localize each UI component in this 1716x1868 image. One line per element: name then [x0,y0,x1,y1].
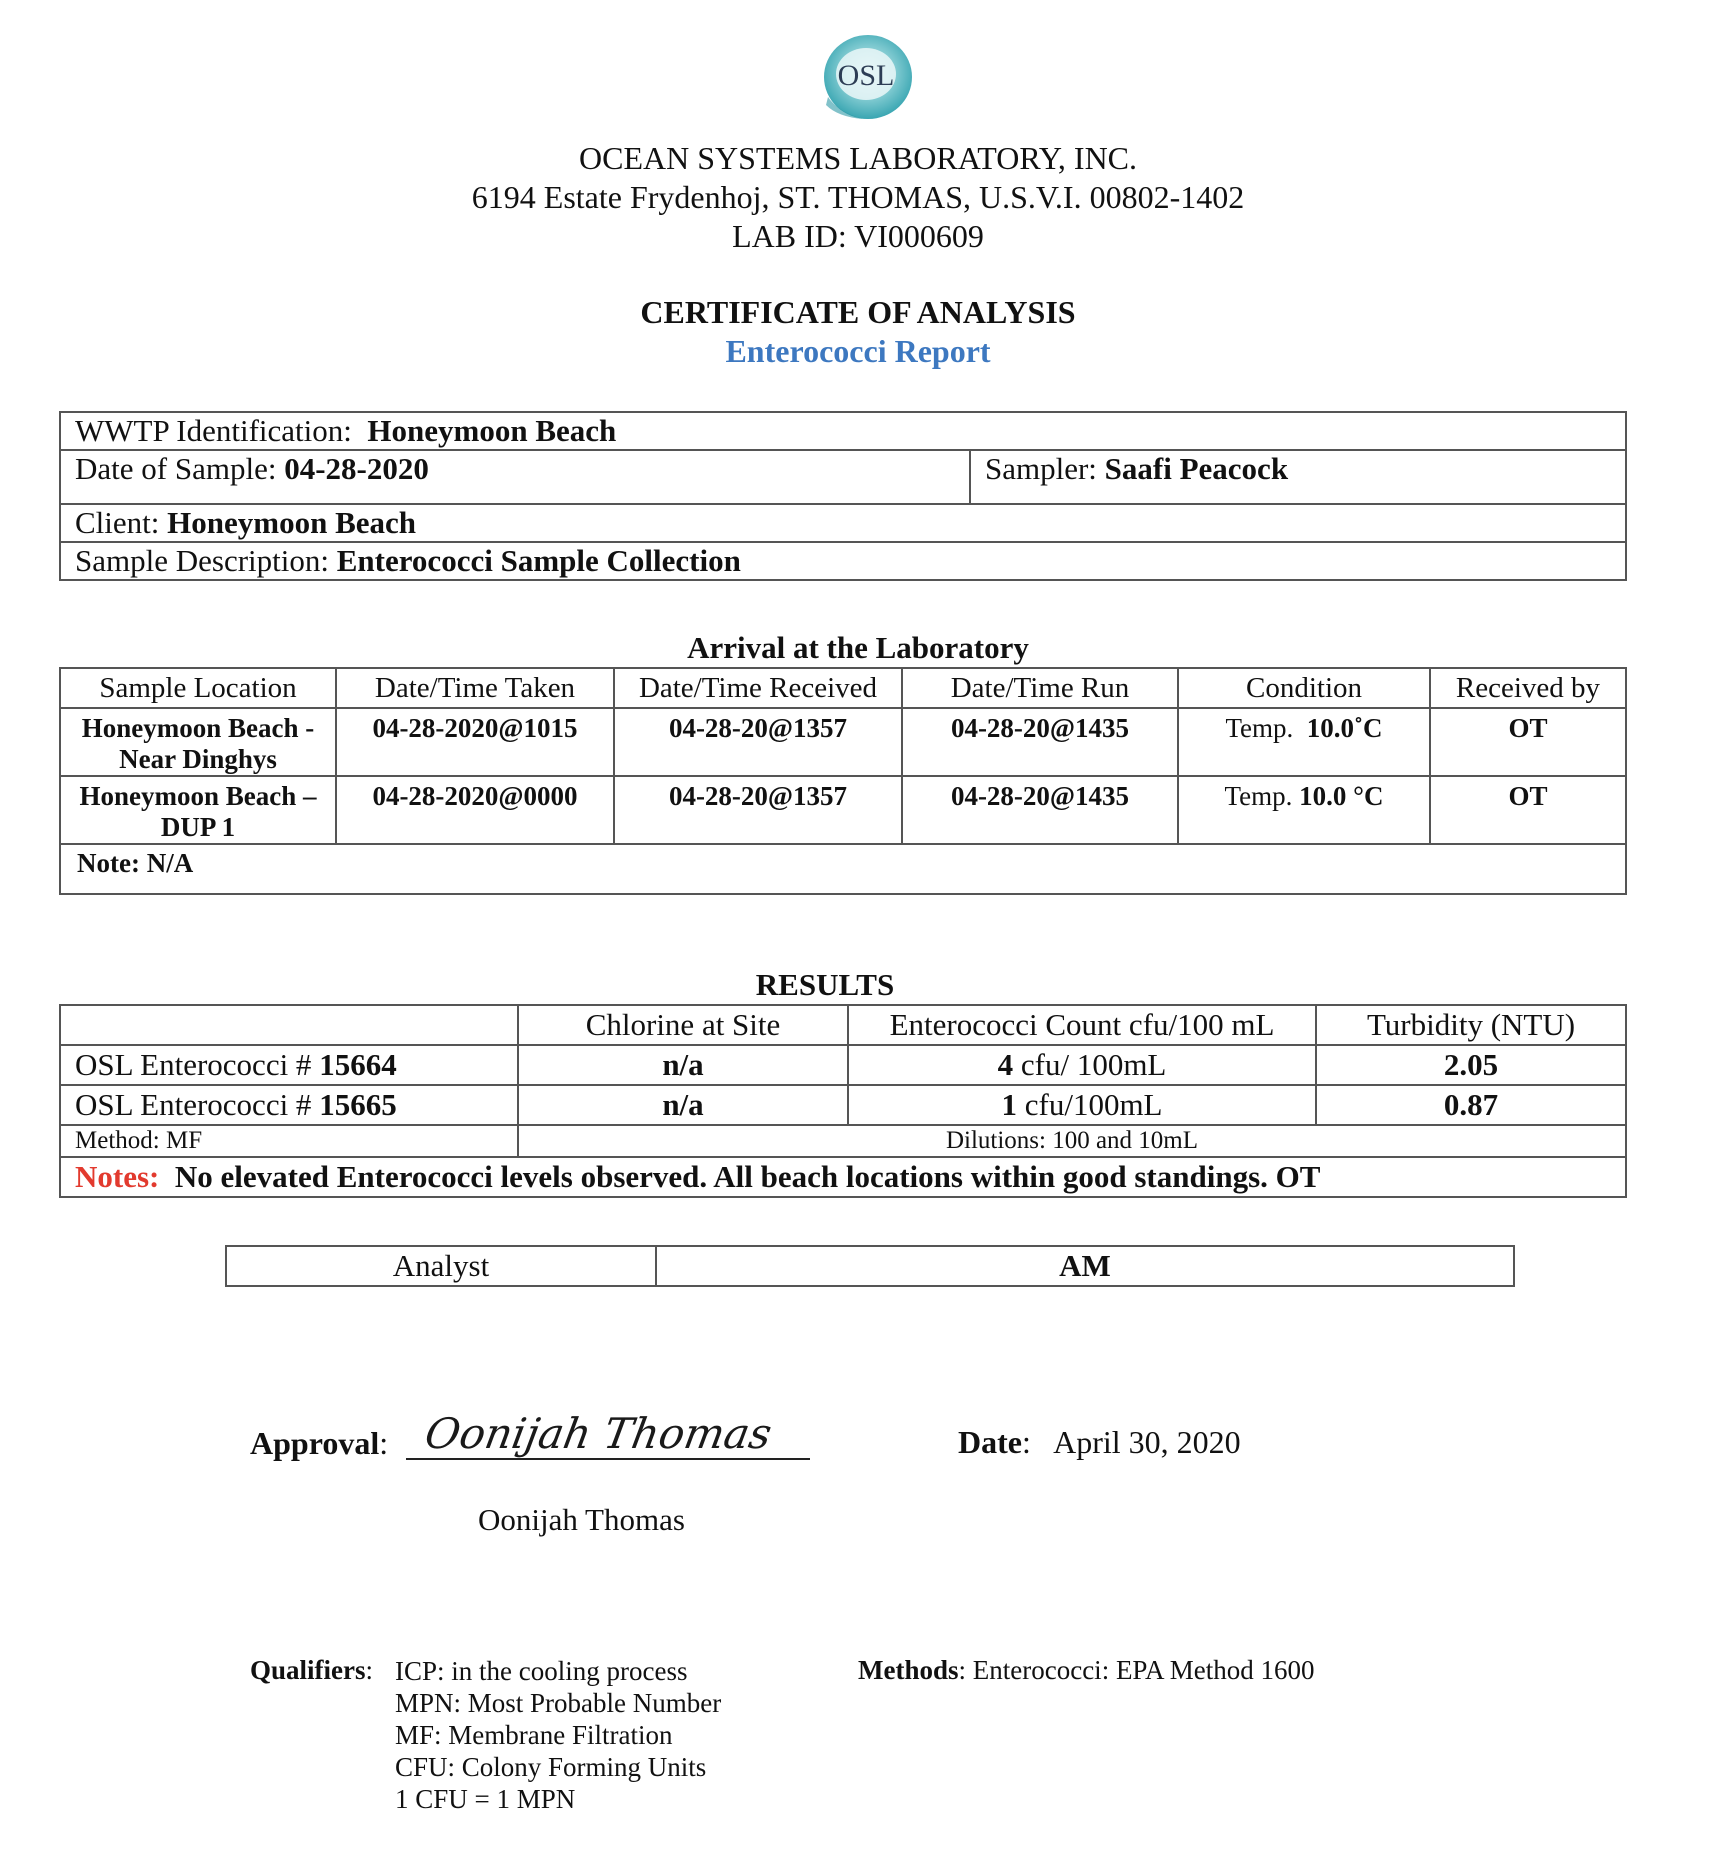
sample-id-cell: OSL Enterococci # 15664 [60,1045,518,1085]
qualifiers-list [395,1655,721,1815]
count-value: 4 cfu/ 100mL [848,1045,1316,1085]
arrival-title: Arrival at the Laboratory [687,630,1029,665]
document-subtitle: Enterococci Report [725,333,991,369]
results-notes: Notes: No elevated Enterococci levels observed. All beach locations within good standings. OT [60,1157,1626,1197]
turbidity-value: 0.87 [1316,1085,1626,1125]
approval-label: Approval: [250,1425,389,1461]
condition: Temp. 10.0 °C [1178,776,1430,844]
approval-date: Date: April 30, 2020 [958,1424,1241,1460]
header-chlorine: Chlorine at Site [518,1005,848,1045]
handwritten-signature [420,1398,810,1470]
document-title: CERTIFICATE OF ANALYSIS [640,294,1076,330]
header-enterococci-count: Enterococci Count cfu/100 mL [848,1005,1316,1045]
date-time-taken: 04-28-2020@1015 [336,708,614,776]
chlorine-value: n/a [518,1085,848,1125]
lab-id: LAB ID: VI000609 [732,218,984,254]
sample-id-cell: OSL Enterococci # 15665 [60,1085,518,1125]
sample-location: Honeymoon Beach – DUP 1 [60,776,336,844]
table-row [60,1045,1626,1085]
analyst-label: Analyst [226,1246,656,1286]
list-item: 1 CFU = 1 MPN [395,1784,576,1814]
list-item: MPN: Most Probable Number [395,1688,722,1718]
date-time-received: 04-28-20@1357 [614,776,902,844]
results-title: RESULTS [755,967,895,1002]
list-item: CFU: Colony Forming Units [395,1752,707,1782]
count-value: 1 cfu/100mL [848,1085,1316,1125]
client-value: Honeymoon Beach [167,505,417,540]
wwtp-value: Honeymoon Beach [367,413,617,448]
company-name: OCEAN SYSTEMS LABORATORY, INC. [578,140,1138,176]
sample-description-cell: Sample Description: Enterococci Sample Collection [60,542,1626,580]
company-address: 6194 Estate Frydenhoj, ST. THOMAS, U.S.V.I. 00802-1402 [471,179,1245,215]
sampler-cell: Sampler: Saafi Peacock [970,450,1626,504]
svg-text:Oonijah Thomas: Oonijah Thomas [421,1409,776,1458]
date-time-run: 04-28-20@1435 [902,708,1178,776]
chlorine-value: n/a [518,1045,848,1085]
date-time-run: 04-28-20@1435 [902,776,1178,844]
turbidity-value: 2.05 [1316,1045,1626,1085]
header-date-time-received: Date/Time Received [614,668,902,708]
header-turbidity: Turbidity (NTU) [1316,1005,1626,1045]
condition: Temp. 10.0˚C [1178,708,1430,776]
sampler-value: Saafi Peacock [1104,451,1289,486]
sample-info-table [59,411,1627,581]
osl-logo [808,27,922,127]
table-row [60,776,1626,844]
analyst-value: AM [656,1246,1514,1286]
approver-name: Oonijah Thomas [478,1502,685,1537]
received-by: OT [1430,708,1626,776]
client-cell: Client: Honeymoon Beach [60,504,1626,542]
received-by: OT [1430,776,1626,844]
arrival-note: Note: N/A [60,844,1626,894]
date-of-sample-value: 04-28-2020 [284,451,429,486]
header-date-time-taken: Date/Time Taken [336,668,614,708]
analyst-table [225,1245,1515,1287]
header-date-time-run: Date/Time Run [902,668,1178,708]
header-received-by: Received by [1430,668,1626,708]
results-table [59,1004,1627,1198]
header-condition: Condition [1178,668,1430,708]
svg-text:OSL: OSL [837,59,895,92]
header-blank [60,1005,518,1045]
table-row [60,708,1626,776]
list-item: MF: Membrane Filtration [395,1720,673,1750]
list-item: ICP: in the cooling process [395,1656,688,1686]
sample-description-value: Enterococci Sample Collection [336,543,741,578]
date-of-sample-cell: Date of Sample: 04-28-2020 [60,450,970,504]
sample-location: Honeymoon Beach - Near Dinghys [60,708,336,776]
methods: Methods: Enterococci: EPA Method 1600 [858,1655,1315,1685]
dilutions: Dilutions: 100 and 10mL [518,1125,1626,1157]
table-row [60,1085,1626,1125]
qualifiers-label: Qualifiers: [250,1655,374,1685]
date-time-taken: 04-28-2020@0000 [336,776,614,844]
wwtp-cell: WWTP Identification: Honeymoon Beach [60,412,1626,450]
arrival-table [59,667,1627,895]
header-sample-location: Sample Location [60,668,336,708]
method: Method: MF [60,1125,518,1157]
date-time-received: 04-28-20@1357 [614,708,902,776]
